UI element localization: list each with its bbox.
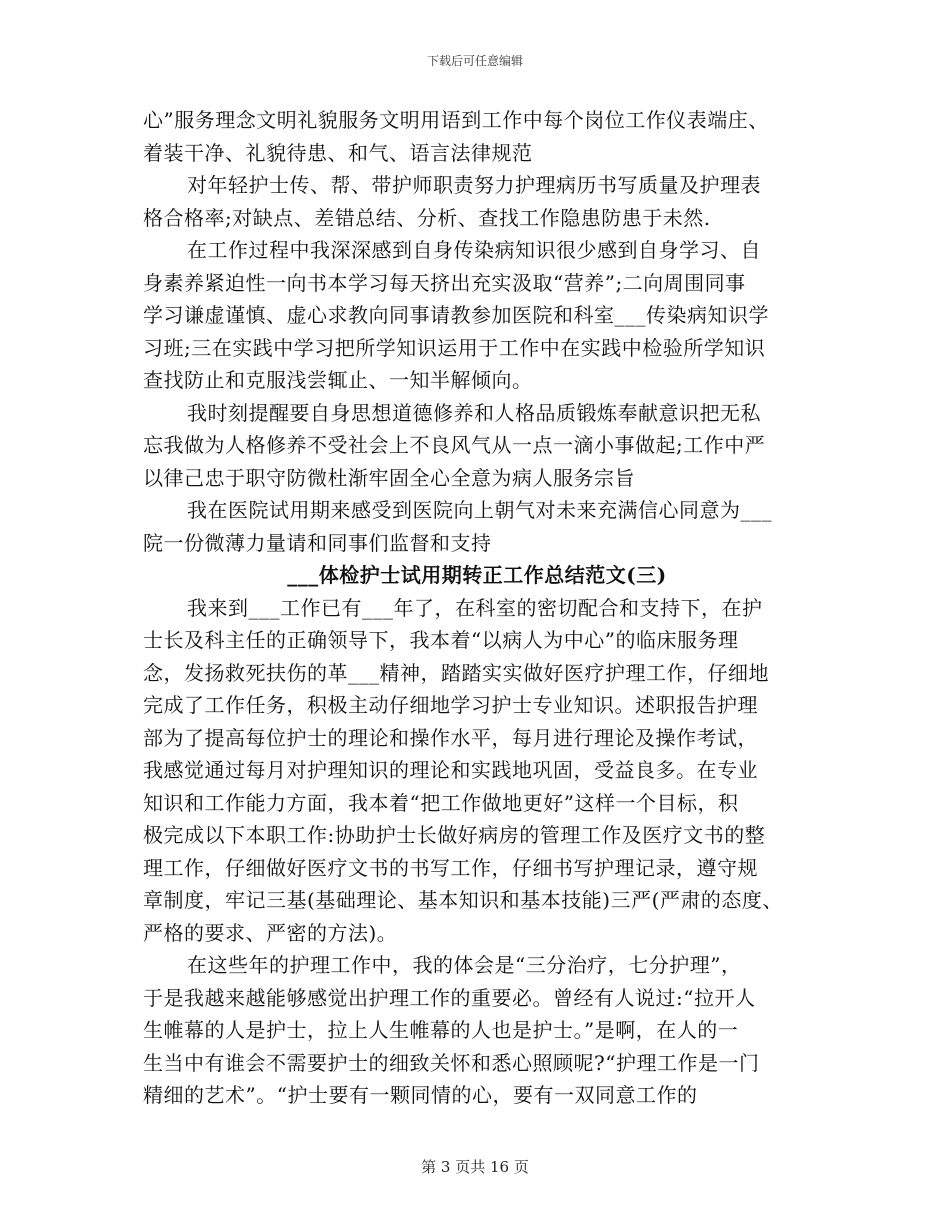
text-line: 理工作，仔细做好医疗文书的书写工作，仔细书写护理记录，遵守规 (143, 855, 758, 880)
text-line: 在这些年的护理工作中，我的体会是“三分治疗，七分护理”， (187, 953, 742, 977)
text-line: 对年轻护士传、帮、带护师职责努力护理病历书写质量及护理表 (187, 173, 761, 197)
text-line: 我来到___工作已有___年了，在科室的密切配合和支持下，在护 (187, 595, 763, 620)
text-line: 于是我越来越能够感觉出护理工作的重要必。曾经有人说过:“拉开人 (143, 985, 756, 1010)
text-line: 念，发扬救死扶伤的革___精神，踏踏实实做好医疗护理工作，仔细地 (143, 660, 769, 685)
text-line: 士长及科主任的正确领导下，我本着“以病人为中心”的临床服务理 (143, 628, 739, 652)
text-line: 在工作过程中我深深感到自身传染病知识很少感到自身学习、自 (187, 238, 761, 262)
text-line: 知识和工作能力方面，我本着“把工作做地更好”这样一个目标，积 (143, 790, 739, 815)
text-line: 章制度，牢记三基(基础理论、基本知识和基本技能)三严(严肃的态度、 (143, 888, 783, 912)
text-line: 精细的艺术”。“护士要有一颗同情的心，要有一双同意工作的 (143, 1083, 698, 1107)
text-line: 心”服务理念文明礼貌服务文明用语到工作中每个岗位工作仪表端庄、 (143, 108, 769, 132)
text-line: 查找防止和克服浅尝辄止、一知半解倾向。 (143, 368, 533, 392)
text-line: 我感觉通过每月对护理知识的理论和实践地巩固，受益良多。在专业 (143, 758, 758, 782)
text-line: 生当中有谁会不需要护士的细致关怀和悉心照顾呢?“护理工作是一门 (143, 1050, 760, 1075)
page-footer: 第 3 页共 16 页 (421, 1158, 529, 1176)
text-line: 我在医院试用期来感受到医院向上朝气对未来充满信心同意为___ (187, 498, 772, 522)
text-line: 以律己忠于职守防微杜渐牢固全心全意为病人服务宗旨 (143, 465, 635, 490)
page-header: 下载后可任意编辑 (426, 54, 523, 68)
text-line: 极完成以下本职工作:协助护士长做好病房的管理工作及医疗文书的整 (143, 823, 766, 847)
text-line: 部为了提高每位护士的理论和操作水平，每月进行理论及操作考试， (143, 725, 758, 750)
document-body (143, 104, 811, 1112)
section-heading: ___体检护士试用期转正工作总结范文(三) (287, 563, 667, 587)
text-line: 学习谦虚谨慎、虚心求教向同事请教参加医院和科室___传染病知识学 (143, 303, 769, 327)
text-line: 身素养紧迫性一向书本学习每天挤出充实汲取“营养”;二向周围同事 (143, 270, 746, 295)
text-line: 我时刻提醒要自身思想道德修养和人格品质锻炼奉献意识把无私 (187, 400, 761, 425)
text-line: 院一份微薄力量请和同事们监督和支持 (143, 530, 492, 555)
text-line: 着装干净、礼貌待患、和气、语言法律规范 (143, 140, 533, 165)
text-line: 格合格率;对缺点、差错总结、分析、查找工作隐患防患于未然. (143, 205, 711, 230)
text-line: 生帷幕的人是护士，拉上人生帷幕的人也是护士。”是啊，在人的一 (143, 1018, 739, 1042)
text-line: 习班;三在实践中学习把所学知识运用于工作中在实践中检验所学知识 (143, 335, 766, 360)
text-line: 忘我做为人格修养不受社会上不良风气从一点一滴小事做起;工作中严 (143, 433, 766, 457)
text-line: 完成了工作任务，积极主动仔细地学习护士专业知识。述职报告护理 (143, 693, 758, 717)
text-line: 严格的要求、严密的方法)。 (143, 920, 398, 945)
